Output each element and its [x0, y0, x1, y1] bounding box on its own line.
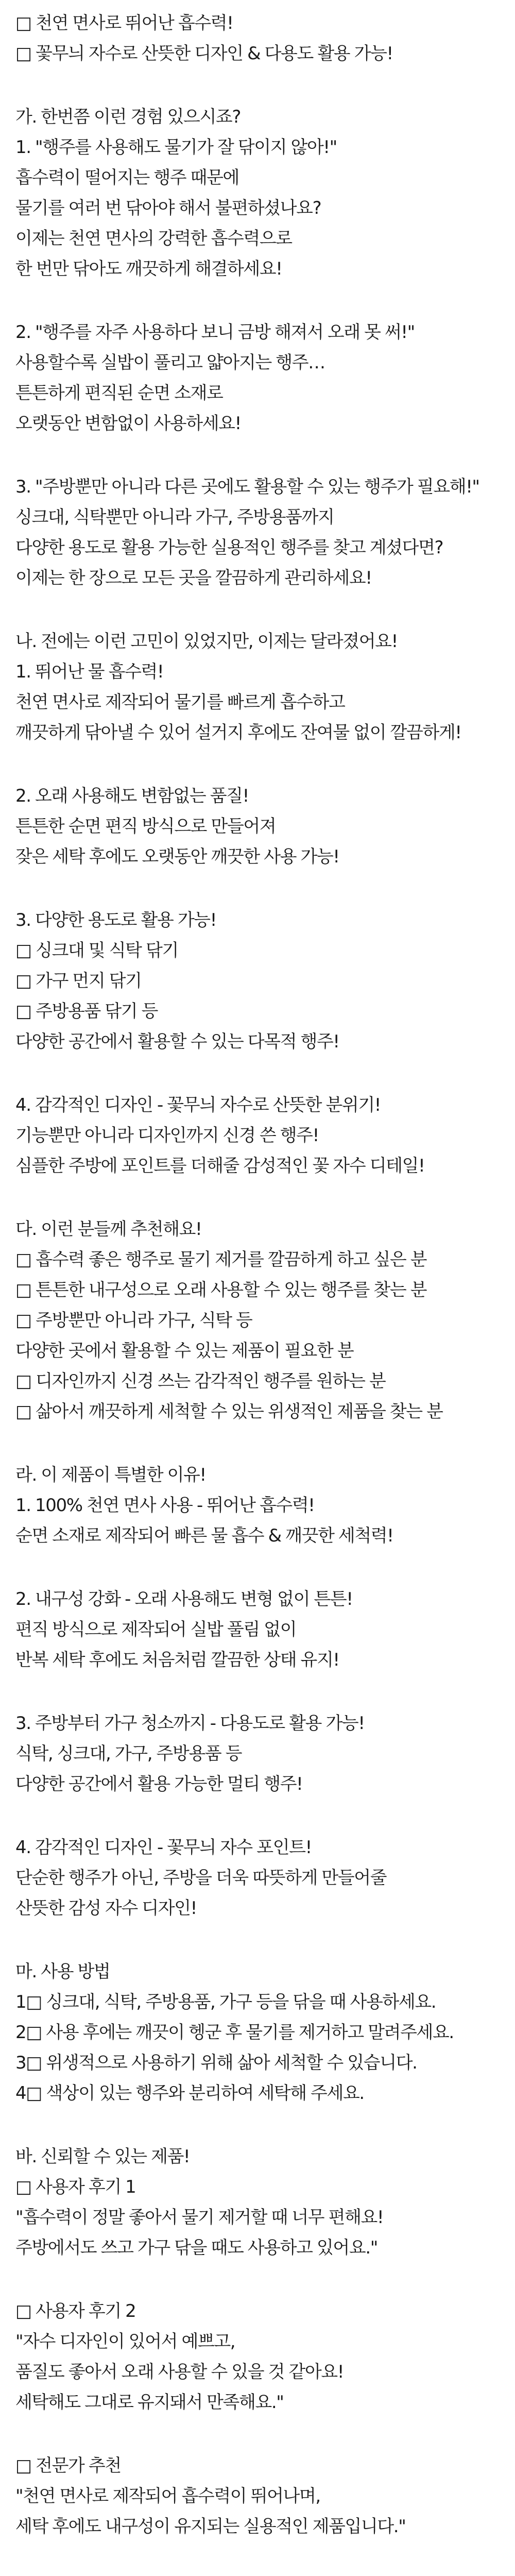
- text-section: [15, 781, 500, 872]
- section-heading-line: 마. 사용 방법: [15, 1961, 110, 1982]
- text-line: 오랫동안 변함없이 사용하세요!: [15, 413, 241, 434]
- text-line: □ 튼튼한 내구성으로 오래 사용할 수 있는 행주를 찾는 분: [15, 1280, 427, 1300]
- text-line: □ 꽃무늬 자수로 산뜻한 디자인 & 다용도 활용 가능!: [15, 43, 393, 64]
- section-heading-line: 나. 전에는 이런 고민이 있었지만, 이제는 달라졌어요!: [15, 631, 398, 652]
- text-line: 순면 소재로 제작되어 빠른 물 흡수 & 깨끗한 세척력!: [15, 1526, 393, 1546]
- text-line: 1. "행주를 사용해도 물기가 잘 닦이지 않아!": [15, 137, 337, 158]
- text-section: [15, 102, 500, 284]
- text-line: 다양한 용도로 활용 가능한 실용적인 행주를 찾고 계셨다면?: [15, 537, 443, 558]
- section-heading-line: 다. 이런 분들께 추천해요!: [15, 1219, 202, 1240]
- text-section: [15, 2296, 500, 2418]
- text-line: 잦은 세탁 후에도 오랫동안 깨끗한 사용 가능!: [15, 846, 339, 867]
- section-heading-line: 3. "주방뿐만 아니라 다른 곳에도 활용할 수 있는 행주가 필요해!": [15, 477, 479, 497]
- text-line: 한 번만 닦아도 깨끗하게 해결하세요!: [15, 259, 282, 279]
- text-section: [15, 472, 500, 594]
- text-line: 편직 방식으로 제작되어 실밥 풀림 없이: [15, 1619, 297, 1640]
- section-heading-line: 2. "행주를 자주 사용하다 보니 금방 해져서 오래 못 써!": [15, 322, 415, 343]
- text-section: [15, 1957, 500, 2109]
- text-line: 식탁, 싱크대, 가구, 주방용품 등: [15, 1743, 242, 1764]
- text-line: 1. 뛰어난 물 흡수력!: [15, 662, 164, 682]
- text-line: 다양한 공간에서 활용 가능한 멀티 행주!: [15, 1774, 303, 1794]
- text-line: 다양한 곳에서 활용할 수 있는 제품이 필요한 분: [15, 1341, 354, 1361]
- text-line: 심플한 주방에 포인트를 더해줄 감성적인 꽃 자수 디테일!: [15, 1156, 425, 1176]
- text-line: "천연 면사로 제작되어 흡수력이 뛰어나며,: [15, 2486, 320, 2506]
- text-section: [15, 1584, 500, 1675]
- text-line: 산뜻한 감성 자수 디자인!: [15, 1898, 197, 1919]
- text-line: 이제는 천연 면사의 강력한 흡수력으로: [15, 228, 292, 249]
- section-heading-line: 2. 오래 사용해도 변함없는 품질!: [15, 786, 249, 806]
- text-line: 품질도 좋아서 오래 사용할 수 있을 것 같아요!: [15, 2362, 344, 2382]
- text-line: 깨끗하게 닦아낼 수 있어 설거지 후에도 잔여물 없이 깔끔하게!: [15, 722, 461, 743]
- text-section: [15, 626, 500, 748]
- text-section: [15, 317, 500, 439]
- text-line: □ 삶아서 깨끗하게 세척할 수 있는 위생적인 제품을 찾는 분: [15, 1401, 443, 1422]
- text-section: [15, 1833, 500, 1924]
- text-line: 세탁해도 그대로 유지돼서 만족해요.": [15, 2392, 284, 2413]
- text-line: □ 디자인까지 신경 쓰는 감각적인 행주를 원하는 분: [15, 1371, 386, 1392]
- section-heading-line: 3. 다양한 용도로 활용 가능!: [15, 910, 216, 930]
- text-line: □ 싱크대 및 식탁 닦기: [15, 940, 178, 961]
- text-line: "흡수력이 정말 좋아서 물기 제거할 때 너무 편해요!: [15, 2207, 384, 2228]
- section-heading-line: 3. 주방부터 가구 청소까지 - 다용도로 활용 가능!: [15, 1713, 365, 1734]
- text-line: 기능뿐만 아니라 디자인까지 신경 쓴 행주!: [15, 1125, 319, 1146]
- section-heading-line: 4. 감각적인 디자인 - 꽃무늬 자수 포인트!: [15, 1837, 312, 1858]
- text-line: □ 주방뿐만 아니라 가구, 식탁 등: [15, 1310, 252, 1331]
- text-line: 4□ 색상이 있는 행주와 분리하여 세탁해 주세요.: [15, 2083, 364, 2104]
- text-section: [15, 1090, 500, 1181]
- text-line: 1□ 싱크대, 식탁, 주방용품, 가구 등을 닦을 때 사용하세요.: [15, 1992, 436, 2012]
- text-line: 튼튼하게 편직된 순면 소재로: [15, 383, 223, 403]
- section-heading-line: □ 천연 면사로 뛰어난 흡수력!: [15, 13, 233, 33]
- text-line: □ 가구 먼지 닦기: [15, 971, 142, 991]
- section-heading-line: [15, 2575, 500, 2576]
- text-line: 반복 세탁 후에도 처음처럼 깔끔한 상태 유지!: [15, 1650, 339, 1670]
- text-line: 천연 면사로 제작되어 물기를 빠르게 흡수하고: [15, 692, 345, 713]
- section-heading-line: 2. 내구성 강화 - 오래 사용해도 변형 없이 튼튼!: [15, 1589, 353, 1609]
- text-section: [15, 1214, 500, 1427]
- text-line: 이제는 한 장으로 모든 곳을 깔끔하게 관리하세요!: [15, 568, 372, 588]
- section-heading-line: □ 전문가 추천: [15, 2455, 121, 2476]
- section-heading-line: 바. 신뢰할 수 있는 제품!: [15, 2146, 190, 2167]
- text-line: □ 사용자 후기 1: [15, 2177, 136, 2197]
- text-line: 단순한 행주가 아닌, 주방을 더욱 따뜻하게 만들어줄: [15, 1868, 387, 1888]
- text-section: [15, 2575, 500, 2576]
- text-line: 3□ 위생적으로 사용하기 위해 삶아 세척할 수 있습니다.: [15, 2053, 417, 2073]
- text-section: [15, 8, 500, 69]
- text-line: 2□ 사용 후에는 깨끗이 헹군 후 물기를 제거하고 말려주세요.: [15, 2022, 454, 2043]
- text-section: [15, 2451, 500, 2542]
- text-line: "자수 디자인이 있어서 예쁘고,: [15, 2331, 235, 2352]
- section-heading-line: □ 사용자 후기 2: [15, 2301, 136, 2321]
- text-line: 싱크대, 식탁뿐만 아니라 가구, 주방용품까지: [15, 507, 334, 528]
- section-heading-line: 라. 이 제품이 특별한 이유!: [15, 1465, 206, 1485]
- text-line: 다양한 공간에서 활용할 수 있는 다목적 행주!: [15, 1031, 339, 1052]
- text-line: □ 주방용품 닦기 등: [15, 1001, 158, 1022]
- text-section: [15, 905, 500, 1057]
- text-section: [15, 1708, 500, 1800]
- text-line: 세탁 후에도 내구성이 유지되는 실용적인 제품입니다.": [15, 2516, 406, 2537]
- section-heading-line: 가. 한번쯤 이런 경험 있으시죠?: [15, 107, 241, 127]
- section-heading-line: 4. 감각적인 디자인 - 꽃무늬 자수로 산뜻한 분위기!: [15, 1095, 381, 1115]
- text-line: 흡수력이 떨어지는 행주 때문에: [15, 167, 239, 188]
- text-line: 1. 100% 천연 면사 사용 - 뛰어난 흡수력!: [15, 1495, 315, 1516]
- text-line: □ 흡수력 좋은 행주로 물기 제거를 깔끔하게 하고 싶은 분: [15, 1249, 427, 1270]
- text-line: 사용할수록 실밥이 풀리고 얇아지는 행주…: [15, 352, 325, 373]
- text-line: 물기를 여러 번 닦아야 해서 불편하셨나요?: [15, 198, 321, 218]
- text-section: [15, 1460, 500, 1551]
- text-line: 주방에서도 쓰고 가구 닦을 때도 사용하고 있어요.": [15, 2238, 377, 2258]
- text-line: 튼튼한 순면 편직 방식으로 만들어져: [15, 816, 276, 837]
- text-section: [15, 2142, 500, 2263]
